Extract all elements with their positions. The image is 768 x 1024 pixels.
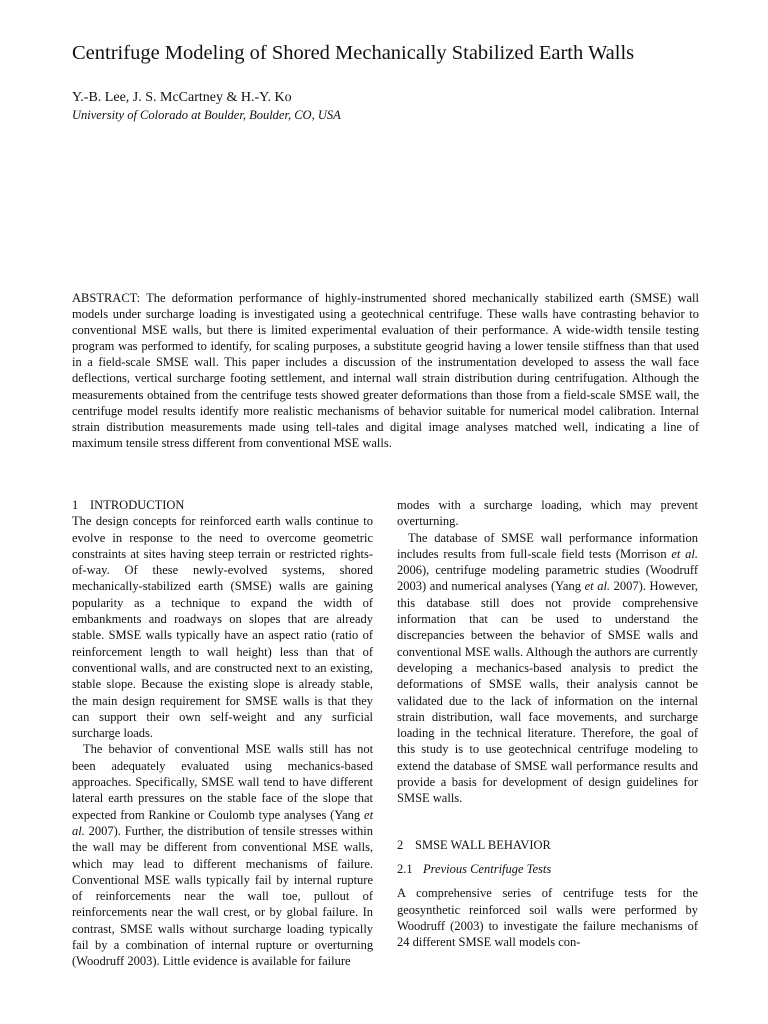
- section-heading-smse-wall-behavior: [397, 837, 698, 853]
- subsection-heading: [397, 861, 698, 877]
- paragraph: The database of SMSE wall performance information includes results from full-scale field tests (Morrison et al. 2006), centrifuge modeling parametric studies (Woodruff 2003) and numerical analyses (Yang et al. 2007). However, this database still does not provide comprehensive information that can be used to understand the discrepancies between the behavior of SMSE walls and conventional MSE walls. Although the authors are currently developing a mechanics-based analysis to predict the deformations of SMSE walls, their analysis cannot be validated due to the lack of information on the internal strain distribution, wall face movements, and surcharge loading in the technical literature. Therefore, the goal of this study is to use geotechnical centrifuge modeling to extend the database of SMSE wall performance results and provide a basis for development of design guidelines for SMSE walls.: [397, 530, 698, 806]
- spacer: [397, 877, 698, 885]
- section-heading-introduction: [72, 497, 373, 513]
- paragraph-continuation: modes with a surcharge loading, which may prevent overturning.: [397, 498, 699, 529]
- section-title: INTRODUCTION: [90, 498, 185, 512]
- section-number: 2: [397, 837, 404, 852]
- left-column: [72, 497, 373, 970]
- subsection-title: Previous Centrifuge Tests: [423, 861, 552, 876]
- spacer: [397, 807, 698, 837]
- right-column: [397, 497, 698, 950]
- paper-title: Centrifuge Modeling of Shored Mechanically Stabilized Earth Walls: [72, 42, 635, 64]
- abstract: ABSTRACT: The deformation performance of highly-instrumented shored mechanically stabilized earth (SMSE) wall models under surcharge loading is investigated using a geotechnical centrifuge. These walls have contrasting behavior to conventional MSE walls, but there is limited experimental evaluation of their performance. A wide-width tensile testing program was performed to identify, for scaling purposes, a substitute geogrid having a lower tensile stiffness than that used in a field-scale SMSE wall. This paper includes a discussion of the instrumentation developed to assess the wall face deflections, vertical surcharge footing settlement, and internal wall strain distribution during centrifugation. Although the measurements obtained from the centrifuge tests showed greater deformations than those from a field-scale SMSE wall, the centrifuge model results identify more realistic mechanisms of behavior suitable for numerical model calibration. Internal strain distribution measurements made using tell-tales and digital image analyses matched well, indicating a line of maximum tensile stress different from conventional MSE walls.: [72, 291, 699, 450]
- subsection-number: 2.1: [397, 861, 413, 876]
- spacer: [397, 853, 698, 861]
- paragraph: The behavior of conventional MSE walls still has not been adequately evaluated using mechanics-based approaches. Specifically, SMSE wall tend to have different lateral earth pressures on the stable face of the slope that expected from Rankine or Coulomb type analyses (Yang et al. 2007). Further, the distribution of tensile stresses within the wall may be different from conventional MSE walls, which may lead to different mechanisms of failure. Conventional MSE walls typically fail by internal rupture of reinforcements near the wall toe, pullout of reinforcements near the wall crest, or by global failure. In contrast, SMSE walls without surcharge loading typically fail by a combination of internal rupture or overturning (Woodruff 2003). Little evidence is available for failure: [72, 742, 374, 969]
- author-list: Y.-B. Lee, J. S. McCartney & H.-Y. Ko: [72, 90, 292, 105]
- section-title: SMSE WALL BEHAVIOR: [415, 837, 551, 852]
- paragraph: A comprehensive series of centrifuge tests for the geosynthetic reinforced soil walls were performed by Woodruff (2003) to investigate the failure mechanisms of 24 different SMSE wall models con-: [397, 886, 698, 950]
- paragraph: The design concepts for reinforced earth walls continue to evolve in response to the need to overcome geometric constraints at sites having steep terrain or restricted rights-of-way. Of these newly-evolved systems, shored mechanically-stabilized earth (SMSE) walls are gaining popularity as a technique to expand the width of embankments and roadways on slopes that are already stable. SMSE walls typically have an aspect ratio (ratio of reinforcement length to wall height) less than that of conventional walls, and are constructed next to an existing, stable slope. Because the existing slope is already stable, the main design requirement for SMSE walls is that they can support their own self-weight and any surficial surcharge loads.: [72, 514, 373, 741]
- affiliation: University of Colorado at Boulder, Boulder, CO, USA: [72, 108, 341, 122]
- section-number: 1: [72, 498, 79, 512]
